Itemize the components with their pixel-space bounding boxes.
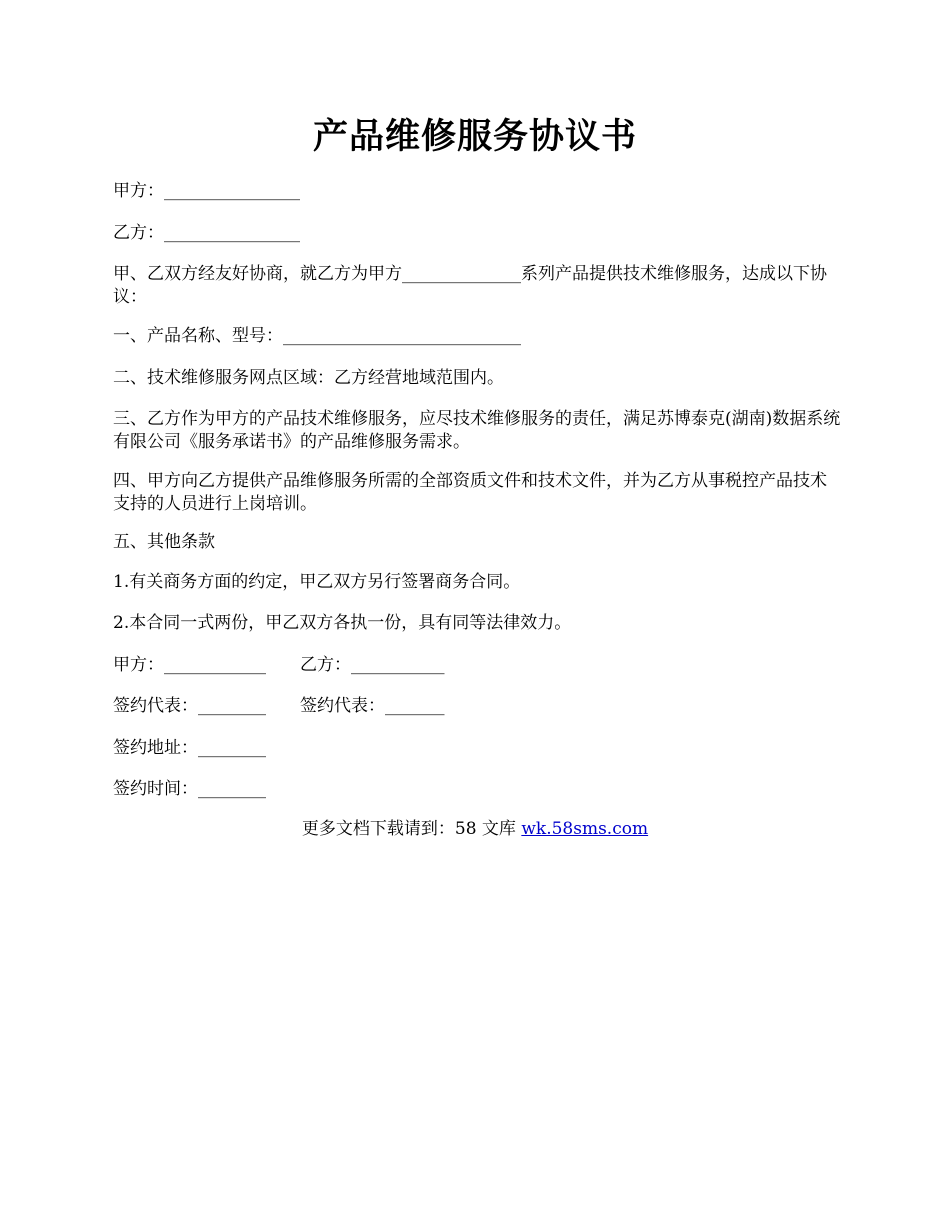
clause-other-terms: 五、其他条款: [113, 532, 215, 552]
signature-address: 签约地址：________: [113, 738, 266, 758]
footer-prefix: 更多文档下载请到：58 文库: [301, 819, 522, 839]
clause-documents-training: 四、甲方向乙方提供产品维修服务所需的全部资质文件和技术文件，并为乙方从事税控产品技术支持的人员进行上岗培训。: [113, 471, 827, 514]
term-item-1: 1.有关商务方面的约定，甲乙双方另行签署商务合同。: [113, 572, 521, 592]
intro-paragraph: 甲、乙双方经友好协商，就乙方为甲方______________系列产品提供技术维修服务，达成以下协议：: [113, 264, 827, 307]
term-item-2: 2.本合同一式两份，甲乙双方各执一份，具有同等法律效力。: [113, 613, 572, 633]
signature-rep-b: 签约代表：_______: [300, 696, 445, 716]
clause-product-model: 一、产品名称、型号：____________________________: [113, 326, 521, 346]
footer-note: [0, 818, 950, 841]
party-a-line: 甲方：________________: [113, 181, 300, 201]
clause-service-responsibility: 三、乙方作为甲方的产品技术维修服务，应尽技术维修服务的责任，满足苏博泰克(湖南)数据系统有限公司《服务承诺书》的产品维修服务需求。: [113, 409, 841, 452]
document-title: 产品维修服务协议书: [312, 116, 637, 157]
footer-link[interactable]: wk.58sms.com: [521, 819, 649, 839]
clause-service-area: 二、技术维修服务网点区域：乙方经营地域范围内。: [113, 368, 504, 388]
signature-party-a: 甲方：____________: [113, 655, 266, 675]
signature-time: 签约时间：________: [113, 779, 266, 799]
party-b-line: 乙方：________________: [113, 223, 300, 243]
signature-rep-a: 签约代表：________: [113, 696, 266, 716]
signature-party-b: 乙方：___________: [300, 655, 445, 675]
